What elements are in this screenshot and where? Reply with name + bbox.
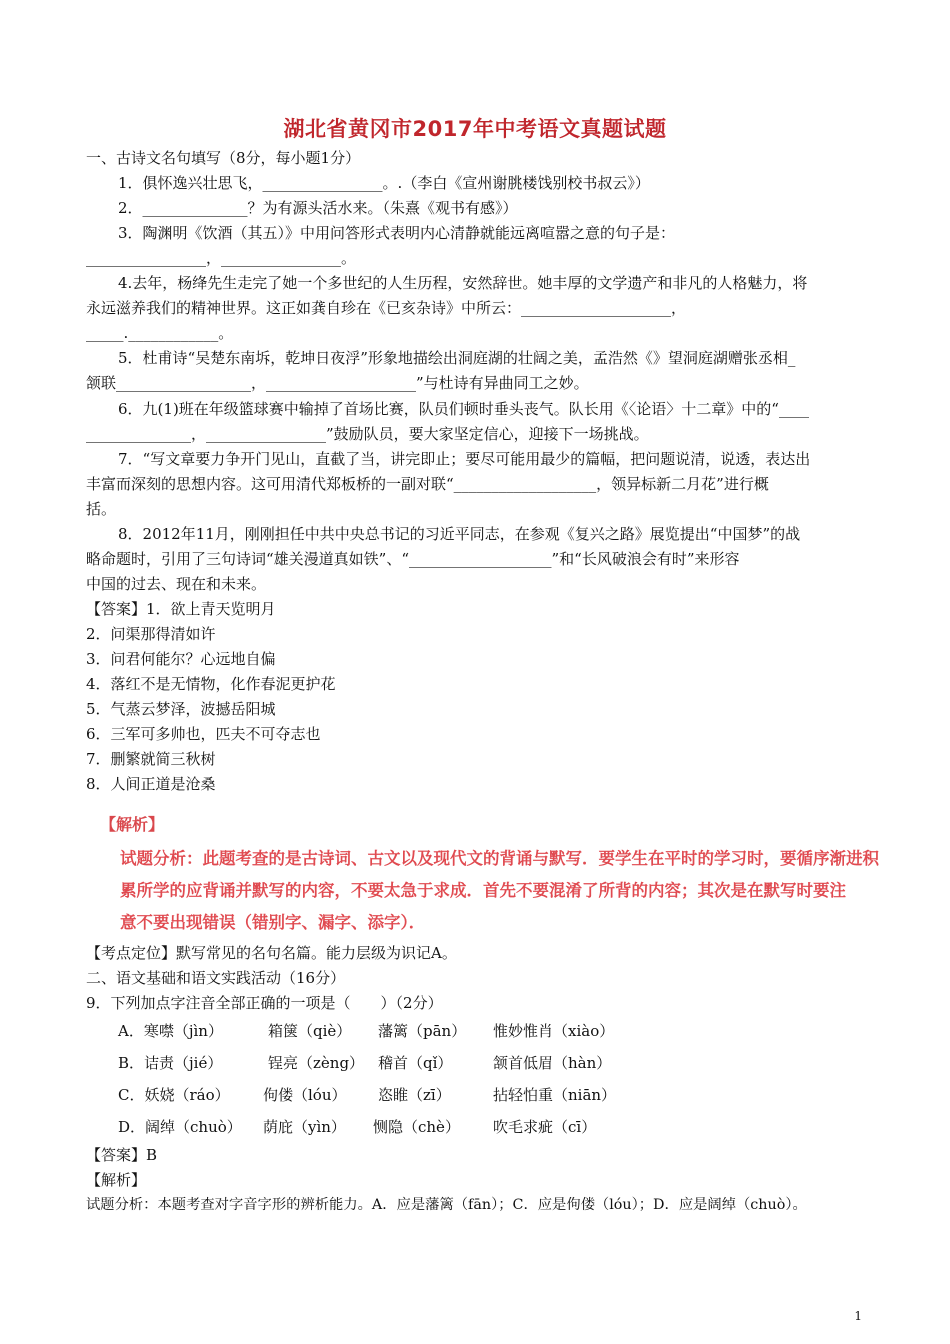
question-7-line2: 丰富而深刻的思想内容。这可用清代郑板桥的一副对联“___________________，领异标新二月花”进行概 <box>86 475 769 493</box>
option-item: D．阔绰（chuò） <box>118 1118 242 1136</box>
answer-line: 8．人间正道是沧桑 <box>86 775 216 793</box>
option-item: 拈轻怕重（niān） <box>493 1086 617 1104</box>
option-item: 惟妙惟肖（xiào） <box>493 1022 615 1040</box>
option-item: B．诘责（jié） <box>118 1054 223 1072</box>
answer-line: 6．三军可多帅也，匹夫不可夺志也 <box>86 725 321 743</box>
question-7-line1: 7．“写文章要力争开门见山，直截了当，讲完即止；要尽可能用最少的篇幅，把问题说清，说透，表达出 <box>118 450 811 468</box>
question-5-line2: 颔联__________________，____________________”与杜诗有异曲同工之妙。 <box>86 374 589 392</box>
answer-9: 【答案】B <box>86 1146 158 1164</box>
option-item: 箱箧（qiè） <box>268 1022 352 1040</box>
section2-heading: 二、语文基础和语文实践活动（16分） <box>86 969 346 987</box>
answer-line: 4．落红不是无情物，化作春泥更护花 <box>86 675 336 693</box>
answer-line: 5．气蒸云梦泽，波撼岳阳城 <box>86 700 276 718</box>
analysis-line: 意不要出现错误（错别字、漏字、添字）． <box>120 913 426 932</box>
question-5-line1: 5．杜甫诗“吴楚东南坼，乾坤日夜浮”形象地描绘出洞庭湖的壮阔之美，孟浩然《》望洞庭湖赠张丞相_ <box>118 349 796 367</box>
question-4-line3: _____.____________。 <box>86 324 234 342</box>
question-8-line1: 8．2012年11月，刚刚担任中共中央总书记的习近平同志，在参观《复兴之路》展览提出“中国梦”的战 <box>118 525 801 543</box>
option-item: 吹毛求疵（cī） <box>493 1118 597 1136</box>
analysis-heading: 【解析】 <box>100 815 165 834</box>
analysis-line: 试题分析：此题考查的是古诗词、古文以及现代文的背诵与默写．要学生在平时的学习时，要循序渐进积 <box>120 849 879 868</box>
question-8-line3: 中国的过去、现在和未来。 <box>86 575 267 593</box>
question-2: 2．______________？为有源头活水来。（朱熹《观书有感》） <box>118 199 518 217</box>
section1-heading: 一、古诗文名句填写（8分，每小题1分） <box>86 149 361 167</box>
question-3-line2: ________________，________________。 <box>86 249 357 267</box>
option-d <box>118 1116 596 1138</box>
option-item: 佝偻（lóu） <box>263 1086 347 1104</box>
option-item: 藩篱（pān） <box>378 1022 467 1040</box>
page-title: 湖北省黄冈市2017年中考语文真题试题 <box>283 117 667 141</box>
analysis-line: 累所学的应背诵并默写的内容，不要太急于求成．首先不要混淆了所背的内容；其次是在默写时要注 <box>120 881 846 900</box>
option-c <box>118 1084 616 1106</box>
answer-line: 7．删繁就简三秋树 <box>86 750 216 768</box>
answer-line: 2．问渠那得清如许 <box>86 625 216 643</box>
option-item: 恻隐（chè） <box>373 1118 460 1136</box>
option-item: 荫庇（yìn） <box>263 1118 346 1136</box>
option-item: 颔首低眉（hàn） <box>493 1054 612 1072</box>
page-number: 1 <box>854 1309 862 1323</box>
option-item: 锃亮（zèng） <box>268 1054 365 1072</box>
option-b <box>118 1052 611 1074</box>
question-1: 1．俱怀逸兴壮思飞，________________。.（李白《宣州谢朓楼饯别校书叔云》） <box>118 174 650 192</box>
question-4-line1: 4.去年，杨绛先生走完了她一个多世纪的人生历程，安然辞世。她丰厚的文学遗产和非凡的人格魅力，将 <box>118 274 808 292</box>
question-4-line2: 永远滋养我们的精神世界。这正如龚自珍在《已亥杂诗》中所云：____________________， <box>86 299 687 317</box>
option-item: 恣睢（zī） <box>378 1086 451 1104</box>
option-item: C．妖娆（ráo） <box>118 1086 230 1104</box>
option-a <box>118 1020 614 1042</box>
answer-line: 【答案】1．欲上青天览明月 <box>86 600 276 618</box>
option-item: A．寒噤（jìn） <box>118 1022 223 1040</box>
question-3-line1: 3．陶渊明《饮酒（其五）》中用问答形式表明内心清静就能远离喧嚣之意的句子是： <box>118 224 676 242</box>
question-6-line1: 6．九(1)班在年级篮球赛中输掉了首场比赛，队员们顿时垂头丧气。队长用《〈论语〉十二章》中的“____ <box>118 400 809 418</box>
option-item: 稽首（qǐ） <box>378 1054 453 1072</box>
question-8-line2: 略命题时，引用了三句诗词“雄关漫道真如铁”、“___________________”和“长风破浪会有时”来形容 <box>86 550 740 568</box>
question-9: 9．下列加点字注音全部正确的一项是（ ）（2分） <box>86 994 443 1012</box>
analysis-9-heading: 【解析】 <box>86 1171 147 1189</box>
kaodian-line: 【考点定位】默写常见的名句名篇。能力层级为识记A。 <box>86 944 457 962</box>
analysis-9: 试题分析：本题考查对字音字形的辨析能力。A．应是藩篱（fān）；C．应是佝偻（lóu）；D．应是阔绰（chuò）。 <box>86 1197 807 1213</box>
question-7-line3: 括。 <box>86 500 117 518</box>
answer-line: 3．问君何能尔？心远地自偏 <box>86 650 276 668</box>
question-6-line2: ______________，________________”鼓励队员，要大家坚定信心，迎接下一场挑战。 <box>86 425 649 443</box>
